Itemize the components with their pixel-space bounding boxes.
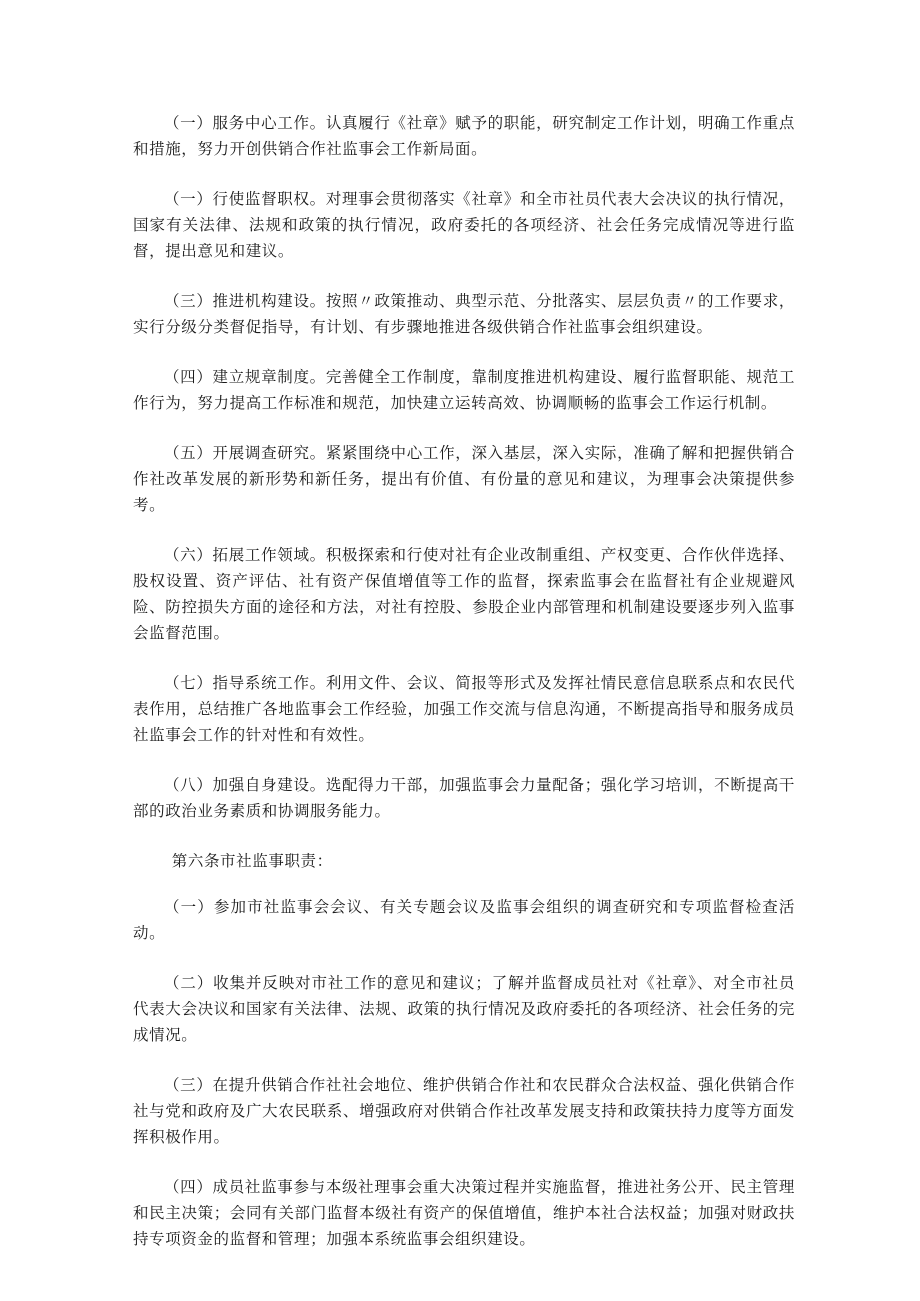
document-page: [133, 110, 795, 1276]
article-heading: 第六条市社监事职责：: [171, 852, 333, 870]
paragraph-research: （五）开展调查研究。紧紧围绕中心工作，深入基层，深入实际，准确了解和把握供销合作社改革发展的新形势和新任务，提出有价值、有份量的意见和建议，为理事会决策提供参考。: [133, 444, 795, 514]
paragraph-rules-system: （四）建立规章制度。完善健全工作制度，靠制度推进机构建设、履行监督职能、规范工作行为，努力提高工作标准和规范，加快建立运转高效、协调顺畅的监事会工作运行机制。: [133, 368, 795, 412]
paragraph-work-scope: （六）拓展工作领域。积极探索和行使对社有企业改制重组、产权变更、合作伙伴选择、股权设置、资产评估、社有资产保值增值等工作的监督，探索监事会在监督社有企业规避风险、防控损失方面的途径和方法，对社有控股、参股企业内部管理和机制建设要逐步列入监事会监督范围。: [133, 546, 795, 642]
paragraph-duty-status: （三）在提升供销合作社社会地位、维护供销合作社和农民群众合法权益、强化供销合作社与党和政府及广大农民联系、增强政府对供销合作社改革发展支持和政策扶持力度等方面发挥积极作用。: [133, 1076, 795, 1146]
paragraph-supervision-power: （一）行使监督职权。对理事会贯彻落实《社章》和全市社员代表大会决议的执行情况，国家有关法律、法规和政策的执行情况，政府委托的各项经济、社会任务完成情况等进行监督，提出意见和建议。: [133, 190, 795, 260]
paragraph-duty-decision: （四）成员社监事参与本级社理事会重大决策过程并实施监督，推进社务公开、民主管理和民主决策；会同有关部门监督本级社有资产的保值增值，维护本社合法权益；加强对财政扶持专项资金的监督和管理；加强本系统监事会组织建设。: [133, 1178, 795, 1248]
paragraph-service-center: （一）服务中心工作。认真履行《社章》赋予的职能，研究制定工作计划，明确工作重点和措施，努力开创供销合作社监事会工作新局面。: [133, 114, 795, 158]
paragraph-system-guidance: （七）指导系统工作。利用文件、会议、简报等形式及发挥社情民意信息联系点和农民代表作用，总结推广各地监事会工作经验，加强工作交流与信息沟通，不断提高指导和服务成员社监事会工作的针对性和有效性。: [133, 674, 795, 744]
paragraph-duty-feedback: （二）收集并反映对市社工作的意见和建议；了解并监督成员社对《社章》、对全市社员代表大会决议和国家有关法律、法规、政策的执行情况及政府委托的各项经济、社会任务的完成情况。: [133, 974, 795, 1044]
paragraph-institution-building: （三）推进机构建设。按照〃政策推动、典型示范、分批落实、层层负责〃的工作要求，实行分级分类督促指导，有计划、有步骤地推进各级供销合作社监事会组织建设。: [133, 292, 795, 336]
paragraph-self-building: （八）加强自身建设。选配得力干部，加强监事会力量配备；强化学习培训，不断提高干部的政治业务素质和协调服务能力。: [133, 776, 795, 820]
paragraph-duty-meetings: （一）参加市社监事会会议、有关专题会议及监事会组织的调查研究和专项监督检查活动。: [133, 898, 795, 942]
